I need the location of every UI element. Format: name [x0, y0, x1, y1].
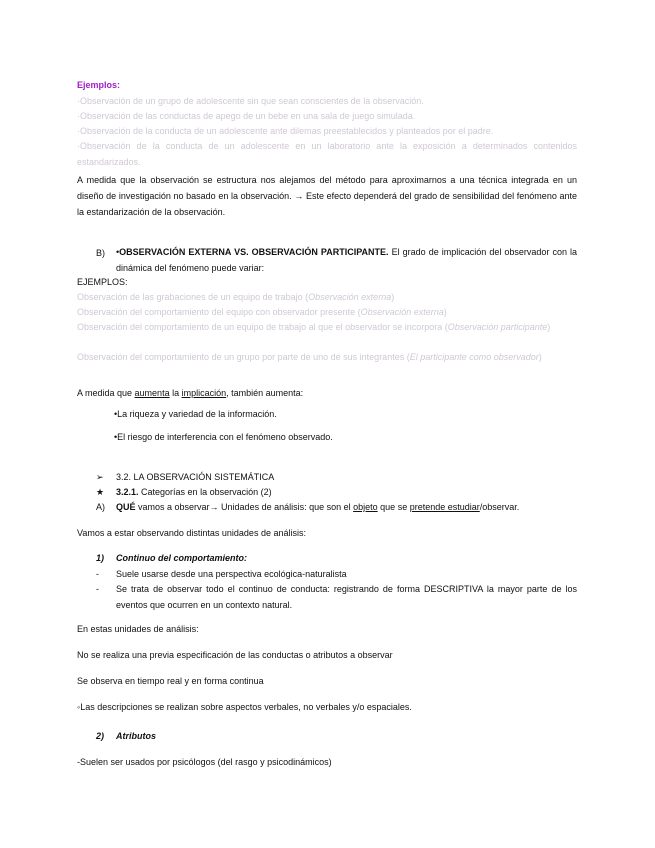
continuo-dash-1: - — [96, 569, 99, 579]
continuo-title: Continuo del comportamiento: — [116, 553, 247, 563]
ejemplo-item-2: ·Observación de las conductas de apego de un bebe en una sala de juego simulada. — [77, 111, 416, 121]
ejemplo2-item-4: Observación del comportamiento de un grupo por parte de uno de sus integrantes (El participante como observador) — [77, 352, 542, 362]
star-bullet-icon: ★ — [96, 487, 105, 497]
descripciones-line: ◦Las descripciones se realizan sobre aspectos verbales, no verbales y/o espaciales. — [77, 702, 412, 712]
section-b-marker: B) — [96, 248, 105, 258]
continuo-item-1: Suele usarse desde una perspectiva ecológica-naturalista — [116, 569, 347, 579]
continuo-item-2: Se trata de observar todo el continuo de conducta: registrando de forma DESCRIPTIVA la mayor parte de los eventos que ocurren en un contexto natural. — [116, 584, 577, 610]
section-b-bullet: • — [116, 247, 120, 257]
ejemplos2-heading: EJEMPLOS: — [77, 277, 128, 287]
atributos-marker: 2) — [96, 731, 105, 741]
tiempo-real-line: Se observa en tiempo real y en forma continua — [77, 676, 264, 686]
section-b-text: El grado de implicación del observador con la dinámica del fenómeno puede variar: — [116, 247, 578, 273]
no-previa-line: No se realiza una previa especificación de las conductas o atributos a observar — [77, 650, 393, 660]
atributos-title: Atributos — [116, 731, 156, 741]
ejemplo-item-3: ·Observación de la conducta de un adolescente ante dilemas preestablecidos y planteados por el padre. — [77, 126, 494, 136]
unidades-intro: Vamos a estar observando distintas unidades de análisis: — [77, 528, 306, 538]
ejemplo-item-1: ·Observación de un grupo de adolescente sin que sean conscientes de la observación. — [77, 96, 424, 106]
ejemplo-item-4: ·Observación de la conducta de un adolescente en un laboratorio ante la exposición a determinados contenidos estandarizados. — [77, 141, 577, 167]
continuo-marker: 1) — [96, 553, 105, 563]
section-a-marker: A) — [96, 502, 105, 512]
implicacion-item-1: •La riqueza y variedad de la información. — [114, 409, 277, 419]
paragraph-method: A medida que la observación se estructura nos alejamos del método para aproximarnos a una técnica integrada en un diseño de investigación no basado en la observación. → Este efecto dependerá del grado de sensibilidad del fenómeno ante la estandarización de la observación. — [77, 175, 577, 217]
section-b-title: OBSERVACIÓN EXTERNA VS. OBSERVACIÓN PARTICIPANTE. — [119, 247, 389, 257]
psicologos-line: -Suelen ser usados por psicólogos (del rasgo y psicodinámicos) — [77, 757, 332, 767]
section-321-title: 3.2.1. Categorías en la observación (2) — [116, 487, 272, 497]
continuo-dash-2: - — [96, 584, 99, 594]
section-a-line: QUÉ vamos a observar→ Unidades de análisis: que son el objeto que se pretende estudiar/observar. — [116, 502, 520, 512]
ejemplo2-item-2: Observación del comportamiento del equipo con observador presente (Observación externa) — [77, 307, 447, 317]
ejemplos-heading: Ejemplos: — [77, 80, 121, 90]
arrow-bullet-icon: ➢ — [96, 472, 104, 482]
en-estas-line: En estas unidades de análisis: — [77, 624, 199, 634]
implicacion-line: A medida que aumenta la implicación, también aumenta: — [77, 388, 304, 398]
section-b-paragraph — [116, 244, 577, 276]
section-32-title: 3.2. LA OBSERVACIÓN SISTEMÁTICA — [116, 472, 275, 482]
implicacion-item-2: •El riesgo de interferencia con el fenómeno observado. — [114, 432, 333, 442]
ejemplo2-item-3: Observación del comportamiento de un equipo de trabajo al que el observador se incorpora (Observación participante) — [77, 322, 551, 332]
ejemplo2-item-1: Observación de las grabaciones de un equipo de trabajo (Observación externa) — [77, 292, 395, 302]
